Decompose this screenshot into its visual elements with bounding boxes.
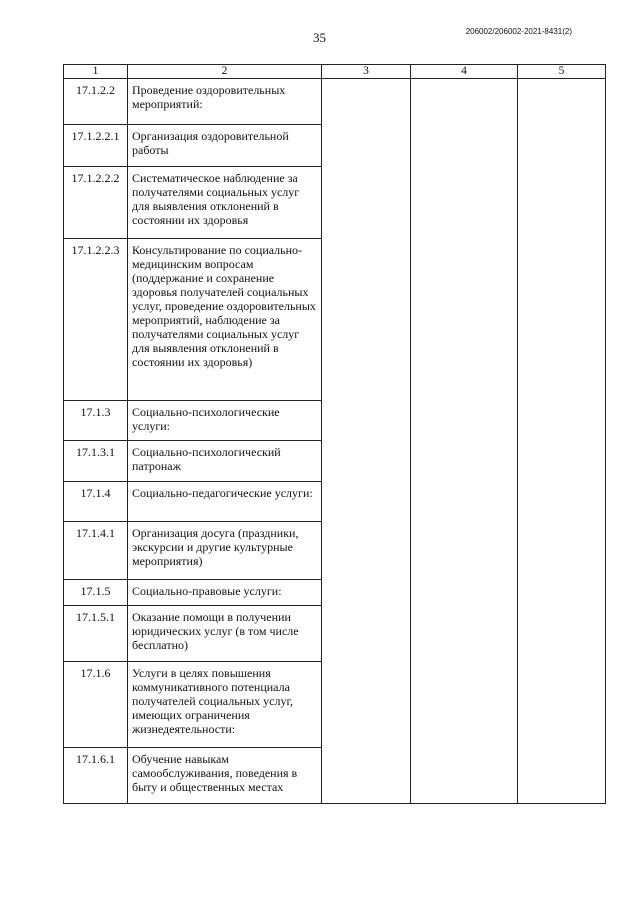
row-text: Услуги в целях повышения коммуникативного потенциала получателей социальных услуг, имеющих ограничения жизнедеятельности: xyxy=(128,662,322,748)
row-number: 17.1.6 xyxy=(64,662,128,748)
document-code: 206002/206002-2021-8431(2) xyxy=(465,27,572,36)
row-number: 17.1.2.2.1 xyxy=(64,125,128,167)
row-number: 17.1.6.1 xyxy=(64,748,128,804)
row-text: Проведение оздоровительных мероприятий: xyxy=(128,79,322,125)
table-row xyxy=(64,79,606,125)
page-number: 35 xyxy=(313,30,326,45)
row-number: 17.1.3.1 xyxy=(64,441,128,482)
empty-cell xyxy=(322,79,411,804)
row-number: 17.1.4 xyxy=(64,482,128,522)
empty-cell xyxy=(518,79,606,804)
row-number: 17.1.2.2 xyxy=(64,79,128,125)
column-header: 2 xyxy=(128,65,322,79)
empty-cell xyxy=(411,79,518,804)
row-number: 17.1.4.1 xyxy=(64,522,128,580)
row-text: Оказание помощи в получении юридических услуг (в том числе бесплатно) xyxy=(128,606,322,662)
table-header-row xyxy=(64,65,606,79)
row-number: 17.1.5 xyxy=(64,580,128,606)
column-header: 4 xyxy=(411,65,518,79)
column-header: 3 xyxy=(322,65,411,79)
row-text: Социально-правовые услуги: xyxy=(128,580,322,606)
row-number: 17.1.5.1 xyxy=(64,606,128,662)
row-text: Организация оздоровительной работы xyxy=(128,125,322,167)
services-table xyxy=(63,64,606,804)
row-text: Организация досуга (праздники, экскурсии и другие культурные мероприятия) xyxy=(128,522,322,580)
row-text: Обучение навыкам самообслуживания, поведения в быту и общественных местах xyxy=(128,748,322,804)
row-text: Социально-психологический патронаж xyxy=(128,441,322,482)
row-number: 17.1.2.2.2 xyxy=(64,167,128,239)
row-text: Социально-психологические услуги: xyxy=(128,401,322,441)
row-text: Консультирование по социально-медицинским вопросам (поддержание и сохранение здоровья получателей социальных услуг, проведение оздоровительных мероприятий, наблюдение за получателями социальных услуг для выявления отклонений в состоянии их здоровья) xyxy=(128,239,322,401)
row-text: Систематическое наблюдение за получателями социальных услуг для выявления отклонений в состоянии их здоровья xyxy=(128,167,322,239)
row-number: 17.1.2.2.3 xyxy=(64,239,128,401)
column-header: 1 xyxy=(64,65,128,79)
column-header: 5 xyxy=(518,65,606,79)
row-text: Социально-педагогические услуги: xyxy=(128,482,322,522)
row-number: 17.1.3 xyxy=(64,401,128,441)
